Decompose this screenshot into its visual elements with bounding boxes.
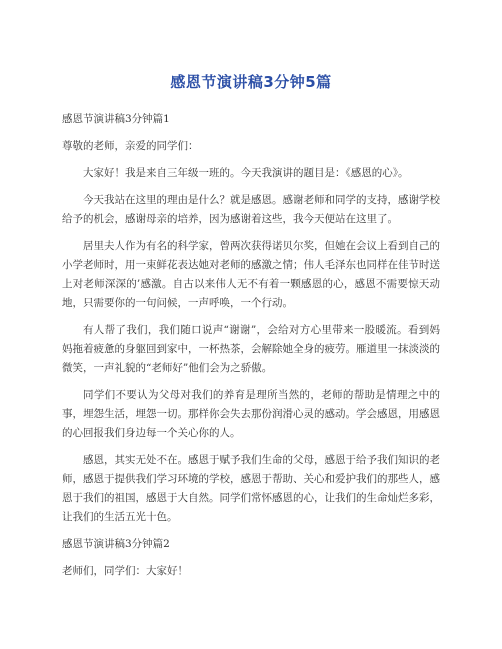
document-title: 感恩节演讲稿3分钟5篇 bbox=[170, 73, 332, 91]
paragraph: 大家好！我是来自三年级一班的。今天我演讲的题目是：《感恩的心》。 bbox=[83, 167, 409, 179]
paragraph: 今天我站在这里的理由是什么？就是感恩。感谢老师和同学的支持，感谢学校给予的机会，感谢母亲的培养，因为感谢着这些，我今天便站在这里了。 bbox=[62, 194, 440, 225]
paragraph: 居里夫人作为有名的科学家，曾两次获得诺贝尔奖，但她在会议上看到自己的小学老师时，用一束鲜花表达她对老师的感激之情；伟人毛泽东也同样在佳节时送上对老师深深的’感激。自古以来伟人无不有着一颗感恩的心，感恩不需要惊天动地，只需要你的一句问候，一声呼唤，一个行动。 bbox=[62, 240, 440, 309]
paragraph: 同学们不要认为父母对我们的养育是理所当然的，老师的帮助是情理之中的事，埋怨生活，埋怨一切。那样你会失去那份润滑心灵的感动。学会感恩，用感恩的心回报我们身边每一个关心你的人。 bbox=[62, 389, 440, 439]
section-heading-2: 感恩节演讲稿3分钟篇2 bbox=[62, 538, 170, 550]
paragraph: 感恩，其实无处不在。感恩于赋予我们生命的父母，感恩于给予我们知识的老师，感恩于提供我们学习环境的学校，感恩于帮助、关心和爱护我们的那些人，感恩于我们的祖国，感恩于大自然。同学们常怀感恩的心，让我们的生命灿烂多彩，让我们的生活五光十色。 bbox=[62, 454, 440, 523]
section-heading-1: 感恩节演讲稿3分钟篇1 bbox=[62, 113, 170, 125]
salutation: 老师们，同学们：大家好！ bbox=[62, 565, 188, 577]
paragraph: 有人帮了我们，我们随口说声“谢谢”，会给对方心里带来一股暖流。看到妈妈拖着疲惫的身躯回到家中，一杯热茶，会解除她全身的疲劳。雁道里一抹淡淡的微笑，一声礼貌的“老师好”他们会为之骄傲。 bbox=[62, 324, 440, 374]
document-page bbox=[62, 72, 440, 589]
salutation: 尊敬的老师，亲爱的同学们： bbox=[62, 140, 199, 152]
